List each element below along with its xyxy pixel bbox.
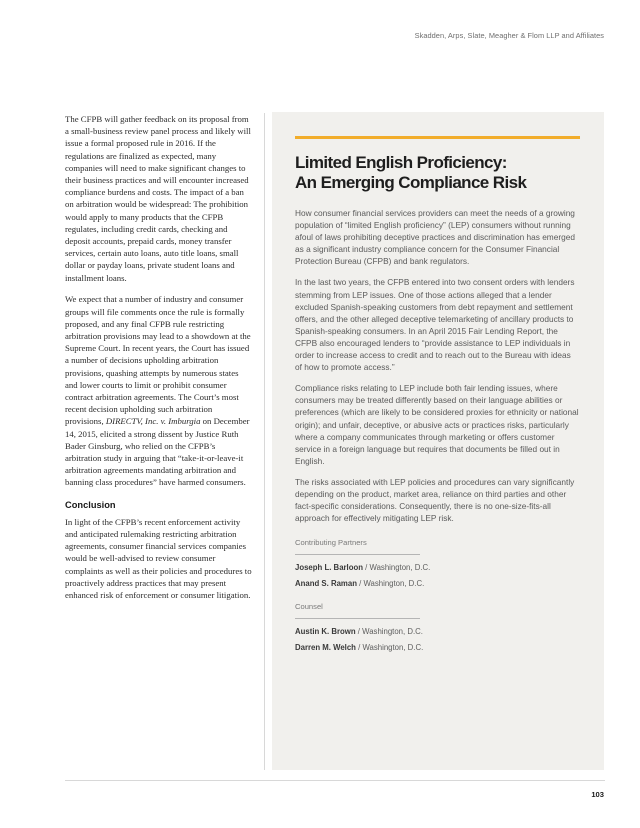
column-divider <box>264 113 265 770</box>
sidebar-paragraph: In the last two years, the CFPB entered into two consent orders with lenders stemming from LEP issues. One of those actions alleged that a lender excluded Spanish-speaking customers from debt repayment and settlement offers, and the other alleged deceptive telemarketing of ancillary products to Spanish-speaking consumers. In an April 2015 Fair Lending Report, the CFPB also encouraged lenders to “provide assistance to LEP individuals in order to increase access to credit and to reach out to the Bureau with ideas of how to promote access.” <box>295 277 575 373</box>
counsel-location: / Washington, D.C. <box>355 627 423 637</box>
paragraph-conclusion: In light of the CFPB’s recent enforcement activity and anticipated rulemaking restricting arbitration agreements, consumer financial services companies would be well-advised to review consumer complaints as well as their policies and procedures to proactively address practices that may present enhanced risk of enforcement or consumer litigation. <box>65 516 252 601</box>
running-header: Skadden, Arps, Slate, Meagher & Flom LLP and Affiliates <box>414 31 604 40</box>
sidebar-title <box>295 153 580 193</box>
sidebar-body <box>295 207 580 524</box>
counsel-entry <box>295 627 580 636</box>
partner-entry <box>295 563 580 572</box>
page-number: 103 <box>591 790 604 799</box>
partner-entry <box>295 579 580 588</box>
counsel-rule <box>295 618 420 619</box>
sidebar-title-line-1: Limited English Proficiency: <box>295 153 507 172</box>
partner-name: Joseph L. Barloon <box>295 563 364 573</box>
partner-name: Anand S. Raman <box>295 579 357 589</box>
lep-sidebar <box>272 112 604 770</box>
counsel-name: Darren M. Welch <box>295 643 356 653</box>
sidebar-title-line-2: An Emerging Compliance Risk <box>295 173 527 192</box>
main-column <box>65 113 253 611</box>
paragraph-text: We expect that a number of industry and consumer groups will file comments once the rule is formally proposed, and any final CFPB rule restricting arbitration provisions may lead to a showdown at the Supreme Court. In recent years, the Court has issued a number of decisions upholding arbitration provisions, quashing attempts by numerous states and lower courts to limit or prohibit consumer contract arbitration agreements. The Court’s most recent decision upholding such arbitration provisions, <box>65 294 251 427</box>
partners-label: Contributing Partners <box>295 538 367 548</box>
case-citation: DIRECTV, Inc. v. Imburgia <box>105 416 201 427</box>
counsel-label: Counsel <box>295 602 323 612</box>
counsel-location: / Washington, D.C. <box>355 643 424 653</box>
partner-location: / Washington, D.C. <box>356 579 425 589</box>
counsel-entry <box>295 643 580 652</box>
sidebar-content <box>295 136 580 659</box>
paragraph-cfpb-feedback: The CFPB will gather feedback on its proposal from a small-business review panel process and likely will issue a formal proposed rule in 2016. If the regulations are finalized as expected, many companies will need to make significant changes to their business practices and will encounter increased compliance burdens and costs. The impact of a ban on arbitration would be widespread: The prohibition would apply to many products that the CFPB regulates, including credit cards, checking and deposit accounts, prepaid cards, money transfer services, certain auto loans, auto title loans, small dollar or payday loans, private student loans and installment loans. <box>65 114 251 283</box>
paragraph-industry-comments <box>65 293 253 488</box>
sidebar-paragraph: Compliance risks relating to LEP include both fair lending issues, where consumers may be treated differently based on their language abilities or preferences (which are likely to be considered proxies for ethnicity or national origin); and unfair, deceptive, or abusive acts or practices risks, particularly where a company communicates through marketing or offers customer service in a foreign language but requires that documents be filled out in English. <box>295 383 579 466</box>
conclusion-heading: Conclusion <box>65 499 116 510</box>
paragraph-text: on December 14, 2015, elicited a strong dissent by Justice Ruth Bader Ginsburg, who relied on the CFPB’s arbitration study in arguing that “take-it-or-leave-it arbitration agreements mandating arbitration and banning class procedures” have harmed consumers. <box>65 416 250 488</box>
sidebar-paragraph: How consumer financial services providers can meet the needs of a growing population of “limited English proficiency” (LEP) consumers without running afoul of laws prohibiting deceptive practices and discrimination has emerged as a significant industry compliance concern for the Consumer Financial Protection Bureau (CFPB) and bank regulators. <box>295 208 575 267</box>
sidebar-paragraph: The risks associated with LEP policies and procedures can vary significantly depending on the product, market area, reliance on third parties and other fact-specific considerations. Consequently, there is no one-size-fits-all approach for effectively mitigating LEP risk. <box>295 476 575 524</box>
counsel-name: Austin K. Brown <box>295 627 356 637</box>
accent-rule <box>295 136 580 139</box>
partner-location: / Washington, D.C. <box>363 563 431 573</box>
footer-rule <box>65 780 605 781</box>
partners-rule <box>295 554 420 555</box>
